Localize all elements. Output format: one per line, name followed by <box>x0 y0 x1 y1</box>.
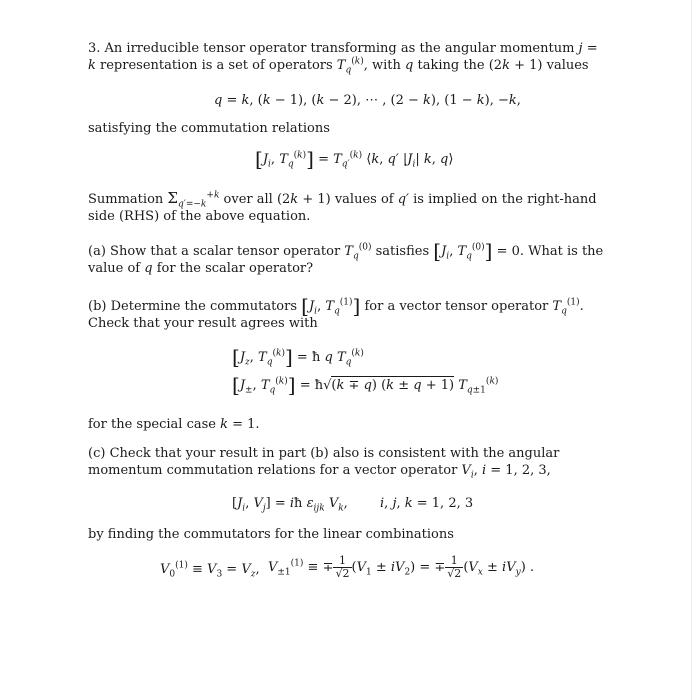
part-a-label: (a) <box>88 244 106 259</box>
special-case: for the special case k = 1. <box>88 417 260 432</box>
part-b-label: (b) <box>88 299 107 314</box>
part-b-eq1: [$J_z$, $T_q^{(k)}$] = ħ q $T_q^{(k)}$ <box>232 345 364 369</box>
commutation-intro: satisfying the commutation relations <box>88 121 330 136</box>
part-b: (b) Determine the commutators [$J_i$, $T_q^{(1)}$] for a vector tensor operator $T_q^{(1)}$. Check that your result agrees with <box>88 294 584 331</box>
index-range: i, j, k = 1, 2, 3 <box>380 496 474 511</box>
part-b-eq2: [$J_\pm$, $T_q^{(k)}$] = ħ√(k ∓ q) (k ± q + 1) $T_{q\pm 1}^{(k)}$ <box>232 373 499 397</box>
problem-number: 3. <box>88 41 101 56</box>
v0-definition: $V_0^{(1)} \equiv V_3 = V_z$, <box>160 560 260 580</box>
vpm-definition: $V_{\pm 1}^{(1)}$ ≡ ∓ $\frac{1}{√2}$ $(V_1 \pm iV_2)$ = ∓ $\frac{1}{√2}$ $(V_x \pm iV_y)$ . <box>268 554 535 580</box>
part-a: (a) Show that a scalar tensor operator $T_q^{(0)}$ satisfies [$J_i$, $T_q^{(0)}] = 0$. What is the value of q for the scalar operator? <box>88 239 604 276</box>
q-values-equation: q = k, (k − 1), (k − 2), ⋯ , (2 − k), (1 − k), −k, <box>214 93 521 108</box>
linear-combo-intro: by finding the commutators for the linear combinations <box>88 527 454 542</box>
part-c-label: (c) <box>88 446 106 461</box>
summation-note: Summation $\Sigma_{q'=-k}^{+k}$ over all (2k + 1) values of q′ is implied on the right-hand side (RHS) of the above equation. <box>88 189 597 224</box>
problem-intro: 3. An irreducible tensor operator transforming as the angular momentum j = k representation is a set of operators $T_q^{(k)}$, with q taking the (2k + 1) values <box>88 41 598 76</box>
commutation-relation: [$J_i$, $T_q^{(k)}] = T_{q'}^{(k)}$ ⟨k, q′ $|J_i|$ k, q⟩ <box>255 147 454 171</box>
vector-commutator: [$J_i$, $V_j$] = iħ $\varepsilon_{ijk}$ $V_k$, <box>232 496 348 514</box>
part-c: (c) Check that your result in part (b) also is consistent with the angular momentum commutation relations for a vector operator $V_i$, i = 1, 2, 3, <box>88 446 560 481</box>
